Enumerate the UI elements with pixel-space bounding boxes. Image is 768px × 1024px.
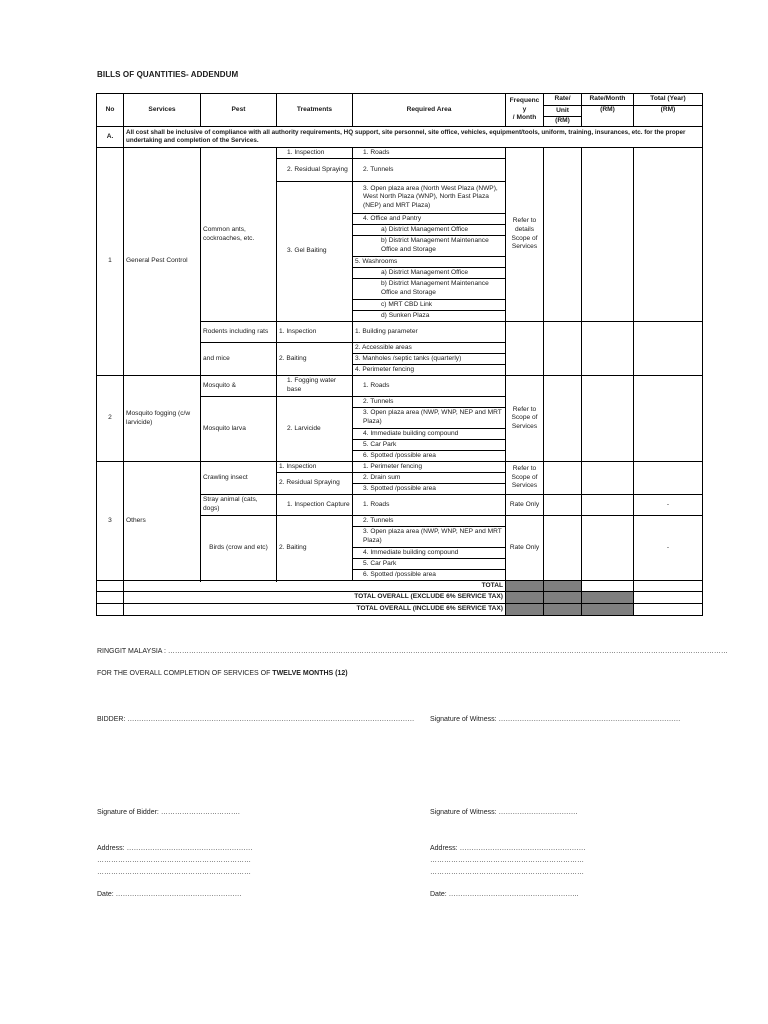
section-a-no: A.: [97, 127, 124, 148]
row2-area: 1. Roads: [353, 376, 506, 397]
row1-frequency: Refer to details Scope of Services: [506, 148, 544, 322]
row1-pest-rodents: Rodents including rats: [201, 322, 277, 343]
total-include-row: [97, 604, 703, 616]
address-left-line-3: …………………………………………………………: [97, 869, 251, 876]
row2-area: 4. Immediate building compound: [353, 429, 506, 440]
total-row: [97, 581, 703, 592]
row1-area: a) District Management Office: [353, 268, 506, 279]
row1-treatment: 1. Inspection: [277, 148, 353, 159]
row1-rate-month: [582, 148, 634, 322]
header-rate-month-unit: (RM): [582, 106, 634, 127]
row2-pest-larva: Mosquito larva: [201, 397, 277, 462]
row1-area: 1. Building parameter: [353, 322, 506, 343]
row1-service: General Pest Control: [124, 148, 201, 376]
completion-line: FOR THE OVERALL COMPLETION OF SERVICES OF TWELVE MONTHS (12): [97, 670, 348, 677]
row1-pest-ants: Common ants, cockroaches, etc.: [201, 148, 277, 322]
row2-treatment: 1. Fogging water base: [277, 376, 353, 397]
total-exclude-label: TOTAL OVERALL (EXCLUDE 6% SERVICE TAX): [124, 592, 506, 604]
row1-area: 3. Open plaza area (North West Plaza (NWP), West North Plaza (WNP), North East Plaza (NEP) and MRT Plaza): [353, 182, 506, 214]
date-left: Date: ………………………………………………: [97, 891, 242, 898]
table-header-row: [97, 94, 703, 106]
header-frequency: Frequency / Month: [506, 94, 544, 127]
row3-area: 2. Tunnels: [353, 516, 506, 527]
header-rate-2: Unit: [544, 106, 582, 117]
row2-no: 2: [97, 376, 124, 462]
row1-area: 3. Manholes /septic tanks (quarterly): [353, 354, 506, 365]
address-right-line-3: …………………………………………………………: [430, 869, 584, 876]
row3-treatment: 2. Residual Spraying: [277, 473, 353, 495]
row3-pest-stray: Stray animal (cats, dogs): [201, 495, 277, 516]
row1-treatment: 3. Gel Baiting: [277, 182, 353, 322]
header-required-area: Required Area: [353, 94, 506, 127]
row2-treatment: 2. Larvicide: [277, 397, 353, 462]
row3-area: 1. Perimeter fencing: [353, 462, 506, 473]
row3-frequency-a: Refer to Scope of Services: [506, 462, 544, 495]
address-left-line-2: …………………………………………………………: [97, 857, 251, 864]
header-services: Services: [124, 94, 201, 127]
row3-dash-c: -: [634, 516, 703, 581]
header-treatments: Treatments: [277, 94, 353, 127]
witness-signature-2: Signature of Witness: …………………………….: [430, 809, 578, 816]
row1-area: b) District Management Maintenance Office and Storage: [353, 236, 506, 257]
ringgit-malaysia-line: RINGGIT MALAYSIA : ……………………………………………………………………………………………………………………………………………………………………………………………………………………: [97, 648, 728, 655]
row3-dash-b: -: [634, 495, 703, 516]
total-exclude-row: [97, 592, 703, 604]
row3-area: 3. Open plaza area (NWP, WNP, NEP and MRT Plaza): [353, 527, 506, 548]
row2-area: 6. Spotted /possible area: [353, 451, 506, 462]
row1-area: 2. Tunnels: [353, 159, 506, 182]
date-right: Date: ………………………………………………..: [430, 891, 579, 898]
row3-service: Others: [124, 462, 201, 581]
row3-pest-crawling: Crawling insect: [201, 462, 277, 495]
address-left: Address: ………………………………………………: [97, 845, 253, 852]
row3-no: 3: [97, 462, 124, 581]
row2-area: 5. Car Park: [353, 440, 506, 451]
row1-area: 4. Perimeter fencing: [353, 365, 506, 376]
row1-area: 2. Accessible areas: [353, 343, 506, 354]
header-no: No: [97, 94, 124, 127]
row2-service: Mosquito fogging (c/w larvicide): [124, 376, 201, 462]
row3-area: 4. Immediate building compound: [353, 548, 506, 559]
row2-area: 2. Tunnels: [353, 397, 506, 408]
row3-treatment: 1. Inspection Capture: [277, 495, 353, 516]
row1-treatment: 2. Baiting: [277, 343, 353, 376]
bidder-field: BIDDER: ……………………………………………………………………………………………………………: [97, 716, 415, 723]
row1-area: b) District Management Maintenance Office and Storage: [353, 279, 506, 300]
document-title: BILLS OF QUANTITIES- ADDENDUM: [97, 70, 239, 79]
row1-area: 5. Washrooms: [353, 257, 506, 268]
address-right: Address: ………………………………………………: [430, 845, 586, 852]
row3-treatment: 1. Inspection: [277, 462, 353, 473]
row1-area: 4. Office and Pantry: [353, 214, 506, 225]
row1-area: 1. Roads: [353, 148, 506, 159]
table-row: [97, 462, 703, 473]
row3-treatment: 2. Baiting: [277, 516, 353, 581]
total-label: TOTAL: [124, 581, 506, 592]
row3-area: 2. Drain sum: [353, 473, 506, 484]
row1-rate: [544, 148, 582, 322]
header-total-year: Total (Year): [634, 94, 703, 106]
row1-area: c) MRT CBD Link: [353, 300, 506, 311]
header-pest: Pest: [201, 94, 277, 127]
section-a-row: [97, 127, 703, 148]
row3-frequency-c: Rate Only: [506, 516, 544, 581]
total-include-label: TOTAL OVERALL (INCLUDE 6% SERVICE TAX): [124, 604, 506, 616]
table-row: [97, 148, 703, 159]
address-right-line-2: …………………………………………………………: [430, 857, 584, 864]
row3-area: 5. Car Park: [353, 559, 506, 570]
row2-frequency: Refer to Scope of Services: [506, 376, 544, 462]
witness-signature-1: Signature of Witness: ……………………………………………………………………: [430, 716, 681, 723]
bill-of-quantities-table: [96, 93, 703, 616]
header-rate-3: (RM): [544, 117, 582, 127]
row3-area: 6. Spotted /possible area: [353, 570, 506, 581]
row1-no: 1: [97, 148, 124, 376]
row3-area: 1. Roads: [353, 495, 506, 516]
row1-treatment: 2. Residual Spraying: [277, 159, 353, 182]
row3-frequency-b: Rate Only: [506, 495, 544, 516]
row1-pest-mice: and mice: [201, 343, 277, 376]
row1-treatment: 1. Inspection: [277, 322, 353, 343]
row1-total-year: [634, 148, 703, 322]
table-row: [97, 376, 703, 397]
header-rate-month: Rate/Month: [582, 94, 634, 106]
header-total-year-unit: (RM): [634, 106, 703, 127]
header-rate-1: Rate/: [544, 94, 582, 106]
row3-pest-birds: Birds (crow and etc): [201, 516, 277, 581]
row2-pest-mosquito: Mosquito &: [201, 376, 277, 397]
row1-area: d) Sunken Plaza: [353, 311, 506, 322]
row2-area: 3. Open plaza area (NWP, WNP, NEP and MRT Plaza): [353, 408, 506, 429]
row1-area: a) District Management Office: [353, 225, 506, 236]
section-a-text: All cost shall be inclusive of compliance with all authority requirements, HQ support, site personnel, site office, vehicles, equipment/tools, uniform, training, insurances, etc. for the proper undertaking and completion of the Services.: [124, 127, 703, 148]
bidder-signature: Signature of Bidder: …………………………….: [97, 809, 240, 816]
row3-area: 3. Spotted /possible area: [353, 484, 506, 495]
